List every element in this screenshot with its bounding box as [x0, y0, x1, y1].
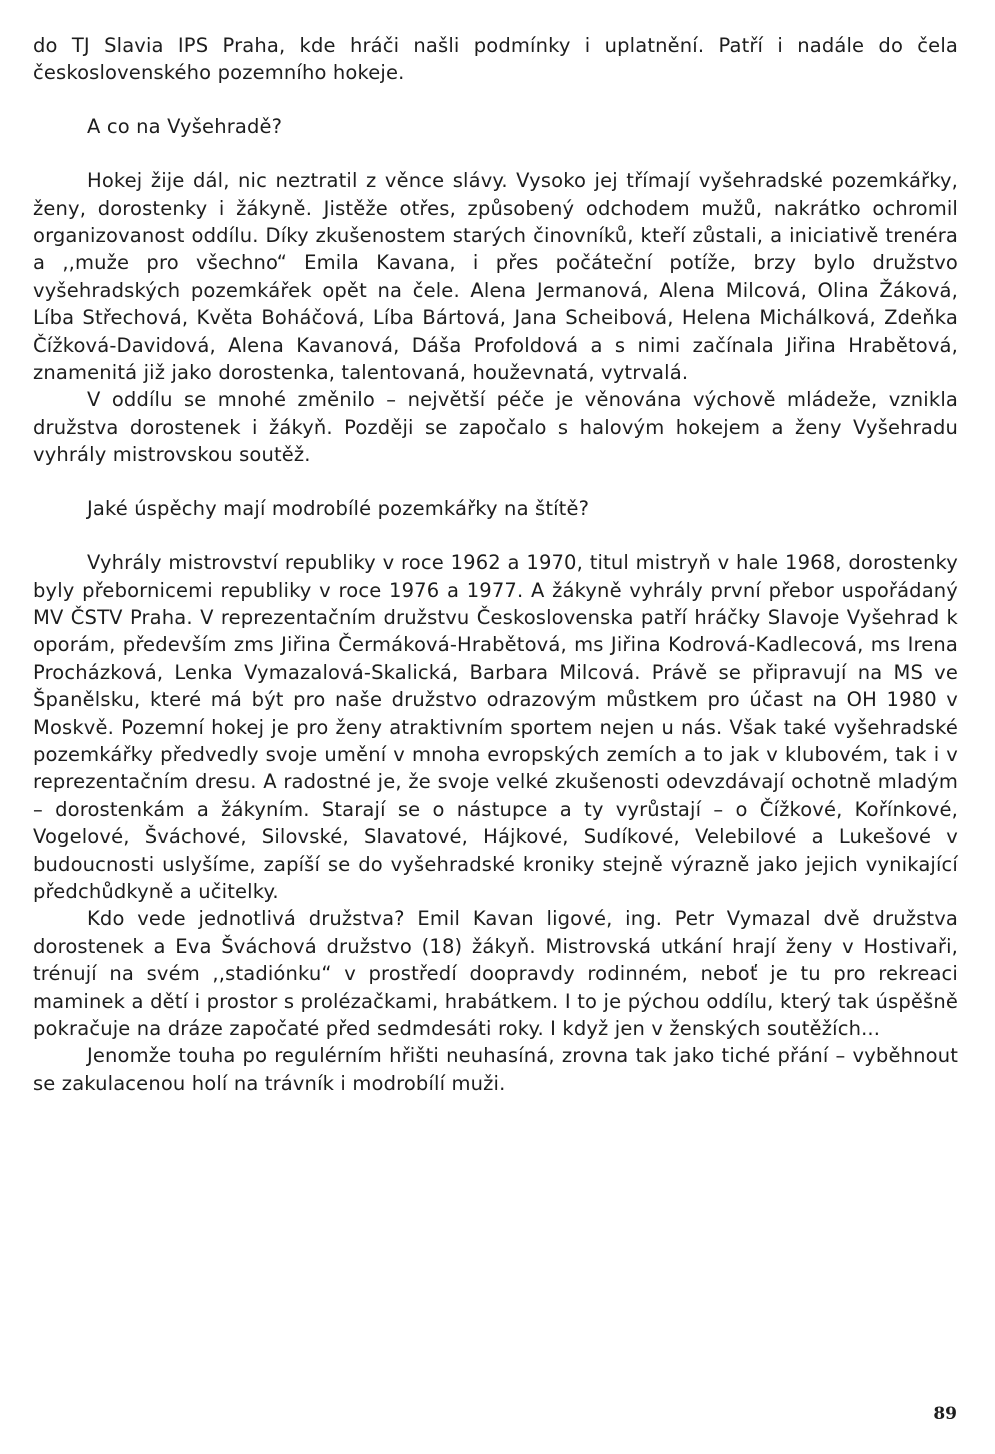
question-uspechy: Jaké úspěchy mají modrobílé pozemkářky na štítě?: [87, 496, 590, 520]
paragraph-v-oddilu: V oddílu se mnohé změnilo – největší péče je věnována výchově mládeže, vznikla družstva dorostenek i žákyň. Později se započalo s halovým hokejem a ženy Vyšehradu vyhrály mistrovskou soutěž.: [33, 388, 958, 467]
paragraph-hokej-zije: Hokej žije dál, nic neztratil z věnce slávy. Vysoko jej třímají vyšehradské pozemkářky, ženy, dorostenky i žákyně. Jistěže otřes, způsobený odchodem mužů, nakrátko ochromil organizovanost oddílu. Díky zkušenostem starých činovníků, kteří zůstali, a iniciativě trenéra a ,,muže pro všechno“ Emila Kavana, i přes počáteční potíže, brzy bylo družstvo vyšehradských pozemkářek opět na čele. Alena Jermanová, Alena Milcová, Olina Žáková, Líba Střechová, Květa Boháčová, Líba Bártová, Jana Scheibová, Helena Michálková, Zdeňka Čížková-Davidová, Alena Kavanová, Dáša Profoldová a s nimi začínala Jiřina Hrabětová, znamenitá již jako dorostenka, talentovaná, houževnatá, vytrvalá.: [33, 169, 958, 385]
paragraph-continuation: do TJ Slavia IPS Praha, kde hráči našli podmínky i uplatnění. Patří i nadále do čela československého pozemního hokeje.: [33, 34, 958, 85]
paragraph-vyhraly: Vyhrály mistrovství republiky v roce 1962 a 1970, titul mistryň v hale 1968, dorostenky byly přebornicemi republiky v roce 1976 a 1977. A žákyně vyhrály první přebor uspořádaný MV ČSTV Praha. V reprezentačním družstvu Československa patří hráčky Slavoje Vyšehrad k oporám, především zms Jiřina Čermáková-Hrabětová, ms Jiřina Kodrová-Kadlecová, ms Irena Procházková, Lenka Vymazalová-Skalická, Barbara Milcová. Právě se připravují na MS ve Španělsku, které má být pro naše družstvo odrazovým můstkem pro účast na OH 1980 v Moskvě. Pozemní hokej je pro ženy atraktivním sportem nejen u nás. Však také vyšehradské pozemkářky předvedly svoje umění v mnoha evropských zemích a to jak v klubovém, tak i v reprezentačním dresu. A radostné je, že svoje velké zkušenosti odevzdávají ochotně mladým – dorostenkám a žákyním. Starají se o nástupce a ty vyrůstají – o Čížkové, Kořínkové, Vogelové, Šváchové, Silovské, Slavatové, Hájkové, Sudíkové, Velebilové a Lukešové v budoucnosti uslyšíme, zapíší se do vyšehradské kroniky stejně výrazně jako jejich vynikající předchůdkyně a učitelky.: [33, 551, 958, 903]
paragraph-jenomze: Jenomže touha po regulérním hřišti neuhasíná, zrovna tak jako tiché přání – vyběhnout se zakulacenou holí na trávník i modrobílí muži.: [33, 1044, 958, 1095]
question-vysehrad: A co na Vyšehradě?: [87, 114, 283, 138]
paragraph-kdo-vede: Kdo vede jednotlivá družstva? Emil Kavan ligové, ing. Petr Vymazal dvě družstva dorostenek a Eva Šváchová družstvo (18) žákyň. Mistrovská utkání hrají ženy v Hostivaři, trénují na svém ,,stadiónku“ v prostředí doopravdy rodinném, neboť je tu pro rekreaci maminek a dětí i prostor s prolézačkami, hrabátkem. I to je pýchou oddílu, který tak úspěšně pokračuje na dráze započaté před sedmdesáti roky. I když jen v ženských soutěžích...: [33, 907, 958, 1040]
page-number: 89: [933, 1404, 957, 1424]
page-text: [33, 32, 958, 1097]
